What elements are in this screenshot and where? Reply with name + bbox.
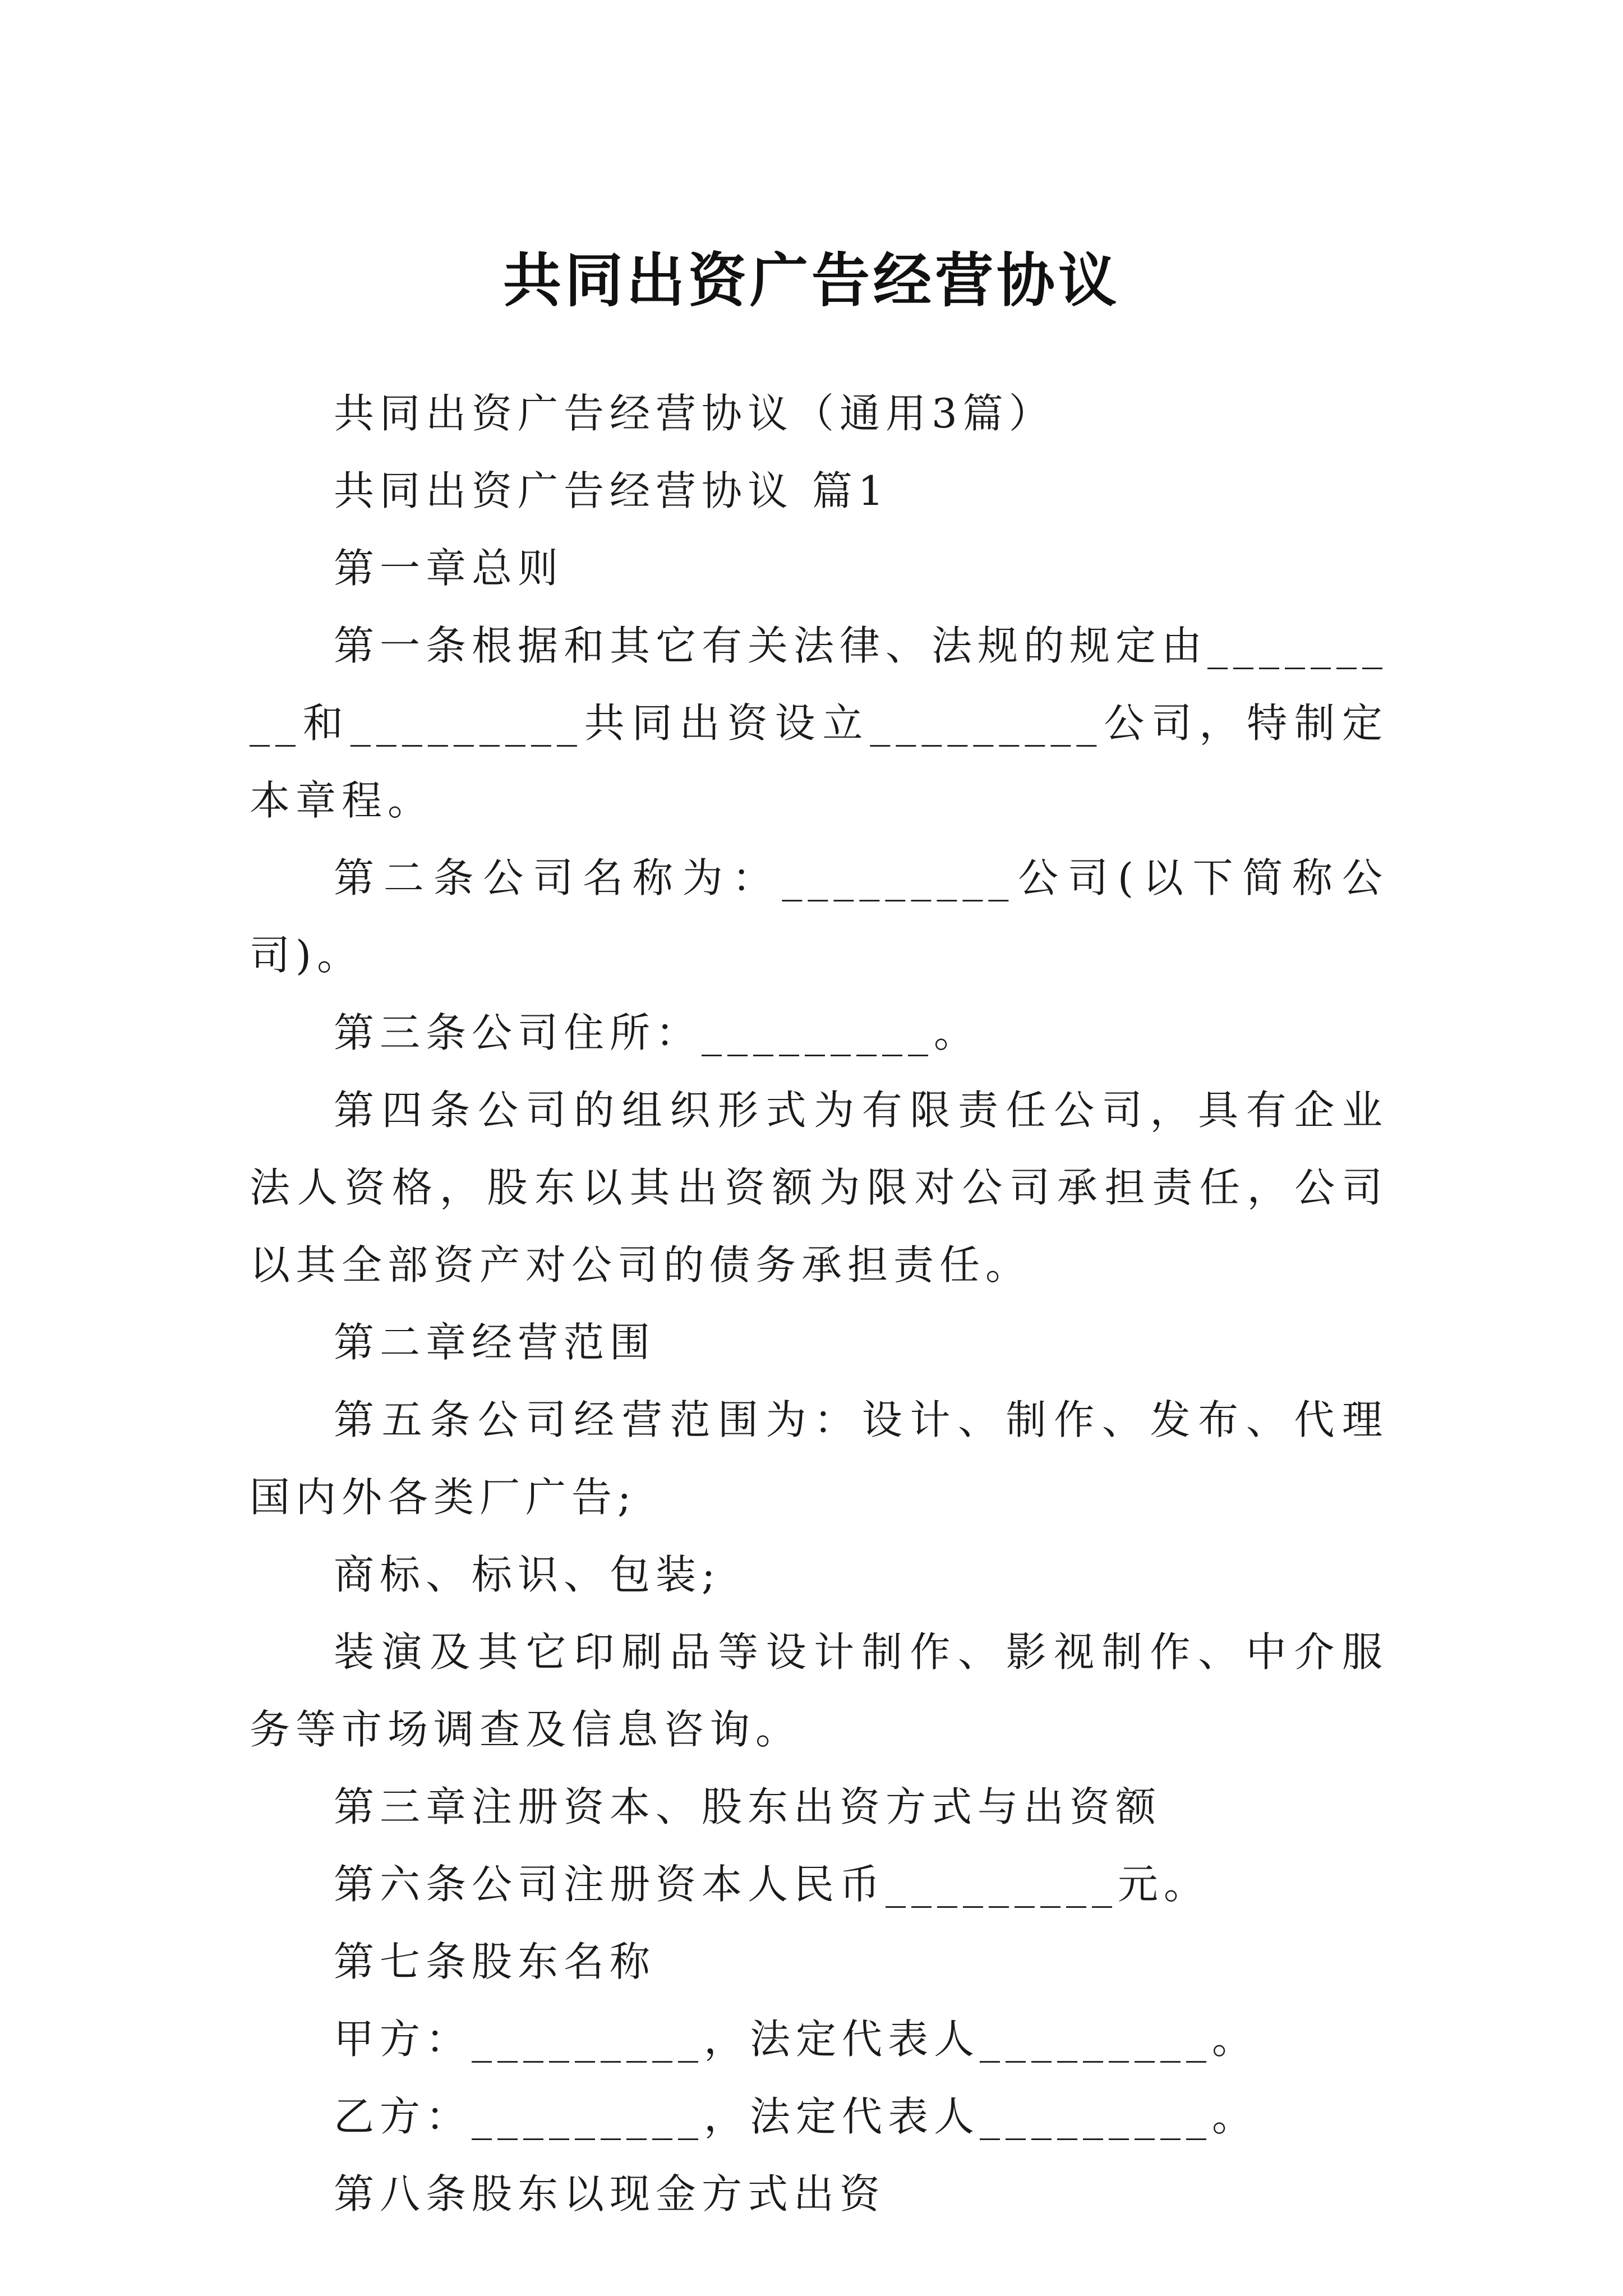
paragraph-party-a: 甲方：_________，法定代表人_________。 — [334, 2016, 1258, 2063]
paragraph-article-6: 第六条公司注册资本人民币_________元。 — [334, 1861, 1210, 1908]
paragraph-article-5: 第五条公司经营范围为：设计、制作、发布、代理国内外各类厂广告; — [250, 1396, 1388, 1521]
paragraph-party-b: 乙方：_________，法定代表人_________。 — [334, 2093, 1258, 2140]
paragraph-article-4: 第四条公司的组织形式为有限责任公司，具有企业法人资格，股东以其出资额为限对公司承担责任，公司以其全部资产对公司的债务承担责任。 — [250, 1087, 1388, 1289]
paragraph-article-7: 第七条股东名称 — [334, 1938, 656, 1985]
paragraph-article-2: 第二条公司名称为：_________公司(以下简称公司)。 — [250, 854, 1388, 979]
paragraph-part-heading: 共同出资广告经营协议 篇1 — [334, 467, 889, 514]
paragraph-scope-trademark: 商标、标识、包装; — [334, 1551, 721, 1598]
document-body — [250, 375, 1388, 2233]
paragraph-chapter-1: 第一章总则 — [334, 545, 564, 592]
document-title: 共同出资广告经营协议 — [502, 245, 1120, 315]
paragraph-chapter-3: 第三章注册资本、股东出资方式与出资额 — [334, 1783, 1162, 1830]
paragraph-article-3: 第三条公司住所：_________。 — [334, 1009, 980, 1056]
paragraph-subtitle: 共同出资广告经营协议（通用3篇） — [334, 390, 1055, 437]
paragraph-scope-decoration: 装演及其它印刷品等设计制作、影视制作、中介服务等市场调查及信息咨询。 — [250, 1628, 1388, 1753]
paragraph-article-1: 第一条根据和其它有关法律、法规的规定由_________和_________共同出资设立_________公司，特制定本章程。 — [250, 622, 1389, 824]
paragraph-chapter-2: 第二章经营范围 — [334, 1319, 656, 1366]
paragraph-article-8: 第八条股东以现金方式出资 — [334, 2170, 886, 2217]
